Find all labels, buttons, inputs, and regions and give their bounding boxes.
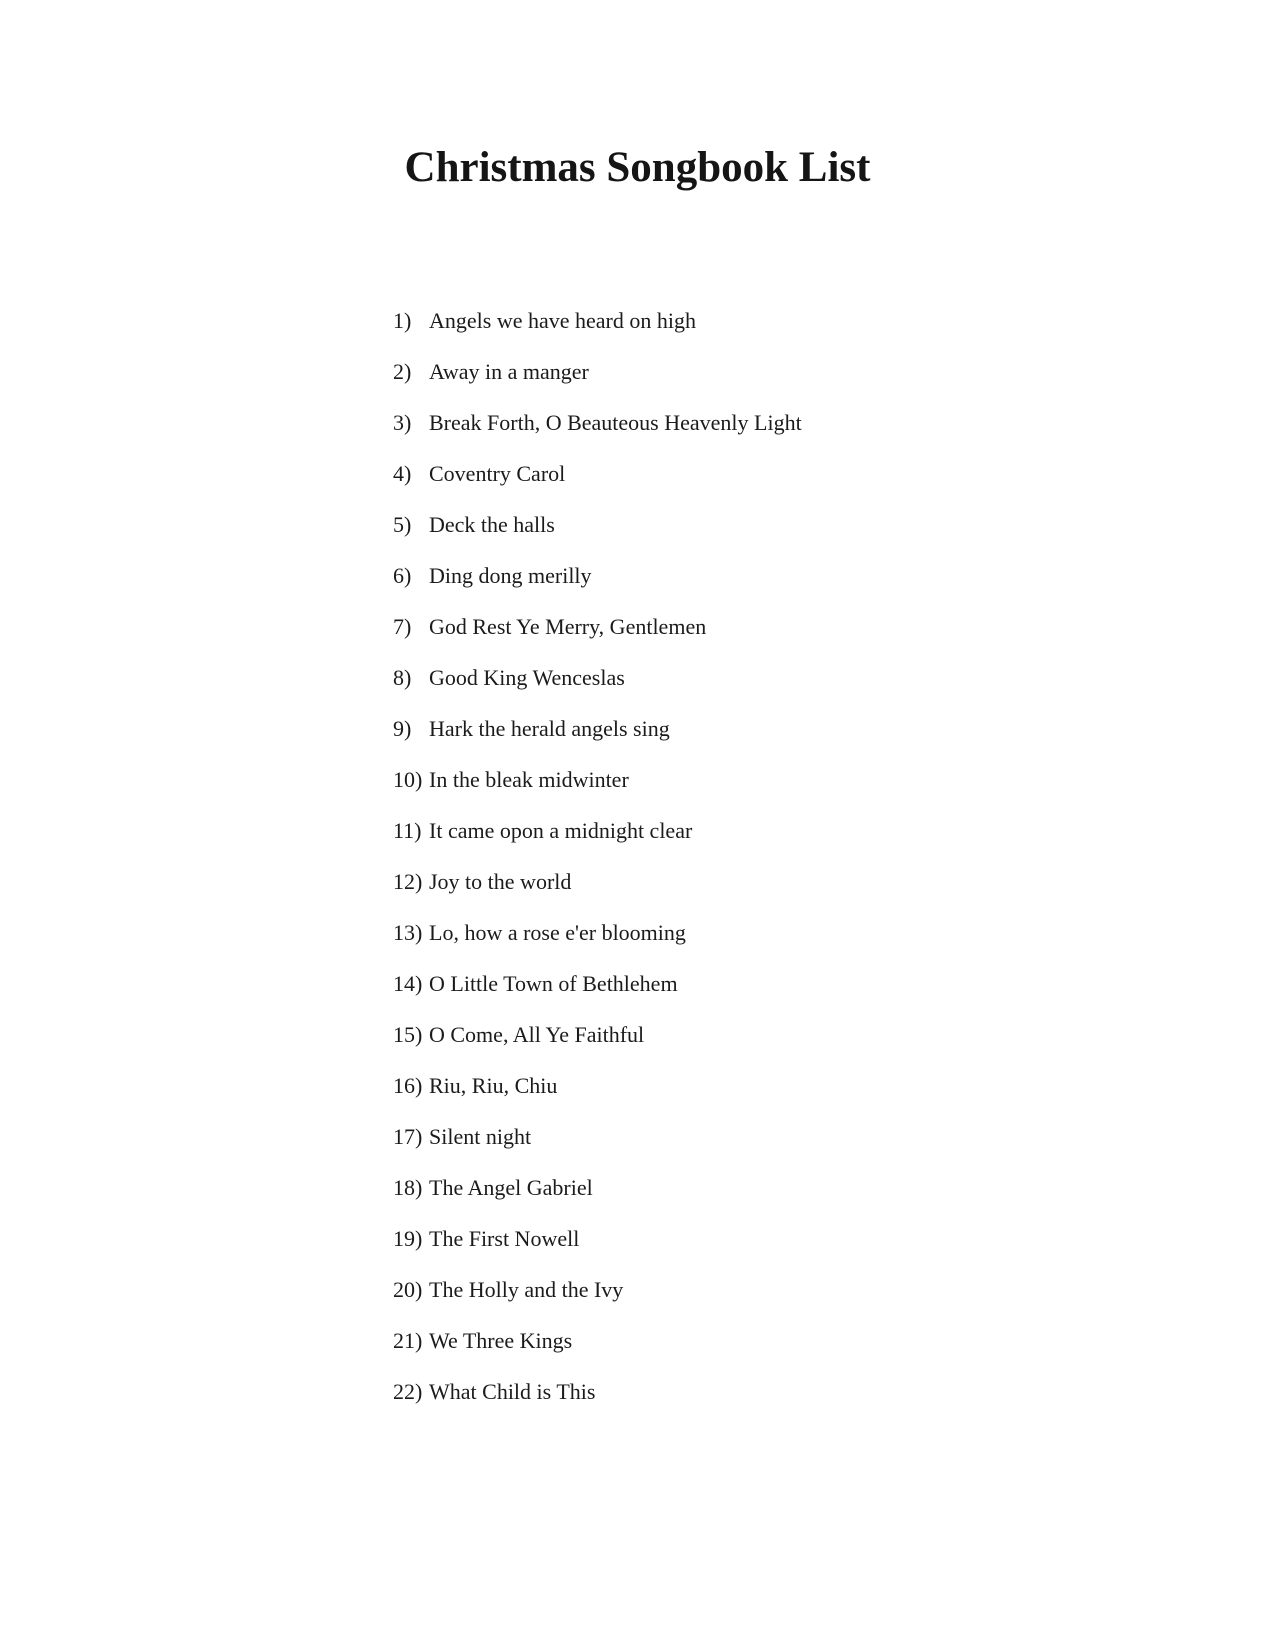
list-item-text: O Little Town of Bethlehem (429, 971, 678, 996)
list-item-number: 20) (393, 1277, 423, 1302)
list-item (393, 1328, 1093, 1353)
list-item (393, 614, 1093, 639)
list-item (393, 818, 1093, 843)
list-item (393, 359, 1093, 384)
list-item-number: 19) (393, 1226, 423, 1251)
page-title: Christmas Songbook List (404, 144, 871, 191)
list-item-number: 1) (393, 308, 412, 333)
list-item-number: 2) (393, 359, 412, 384)
list-item-text: The First Nowell (429, 1226, 580, 1251)
list-item (393, 665, 1093, 690)
list-item (393, 1175, 1093, 1200)
list-item-text: Break Forth, O Beauteous Heavenly Light (429, 410, 802, 435)
list-item-text: Good King Wenceslas (429, 665, 625, 690)
list-item-text: The Angel Gabriel (429, 1175, 593, 1200)
list-item-number: 5) (393, 512, 412, 537)
list-item (393, 920, 1093, 945)
list-item-number: 22) (393, 1379, 423, 1404)
list-item (393, 1124, 1093, 1149)
list-item-number: 15) (393, 1022, 423, 1047)
list-item-number: 16) (393, 1073, 423, 1098)
list-item (393, 461, 1093, 486)
list-item-text: Coventry Carol (429, 461, 566, 486)
list-item-number: 11) (393, 818, 422, 843)
list-item-number: 9) (393, 716, 412, 741)
list-item-text: Angels we have heard on high (429, 308, 696, 333)
list-item-number: 3) (393, 410, 412, 435)
list-item-text: The Holly and the Ivy (429, 1277, 624, 1302)
list-item (393, 1379, 1093, 1404)
list-item-text: Hark the herald angels sing (429, 716, 670, 741)
list-item-text: We Three Kings (429, 1328, 573, 1353)
list-item-text: Silent night (429, 1124, 532, 1149)
list-item-number: 17) (393, 1124, 423, 1149)
list-item (393, 869, 1093, 894)
list-item-text: O Come, All Ye Faithful (429, 1022, 645, 1047)
list-item (393, 1226, 1093, 1251)
list-item-number: 6) (393, 563, 412, 588)
list-item-text: In the bleak midwinter (429, 767, 629, 792)
list-item-text: Away in a manger (429, 359, 589, 384)
list-item-number: 14) (393, 971, 423, 996)
list-item-text: It came opon a midnight clear (429, 818, 693, 843)
list-item-number: 12) (393, 869, 423, 894)
list-item-text: What Child is This (429, 1379, 596, 1404)
list-item (393, 512, 1093, 537)
song-list (393, 308, 1093, 1430)
list-item (393, 410, 1093, 435)
list-item (393, 767, 1093, 792)
list-item (393, 971, 1093, 996)
list-item (393, 308, 1093, 333)
list-item-text: Joy to the world (429, 869, 572, 894)
list-item-text: Lo, how a rose e'er blooming (429, 920, 686, 945)
list-item-number: 7) (393, 614, 412, 639)
list-item (393, 1277, 1093, 1302)
list-item (393, 1073, 1093, 1098)
list-item-text: God Rest Ye Merry, Gentlemen (429, 614, 707, 639)
list-item (393, 1022, 1093, 1047)
list-item-number: 21) (393, 1328, 423, 1353)
list-item (393, 563, 1093, 588)
list-item-number: 8) (393, 665, 412, 690)
list-item-text: Deck the halls (429, 512, 555, 537)
list-item-number: 4) (393, 461, 412, 486)
list-item (393, 716, 1093, 741)
list-item-text: Riu, Riu, Chiu (429, 1073, 558, 1098)
list-item-number: 10) (393, 767, 423, 792)
list-item-number: 18) (393, 1175, 423, 1200)
list-item-number: 13) (393, 920, 423, 945)
list-item-text: Ding dong merilly (429, 563, 592, 588)
